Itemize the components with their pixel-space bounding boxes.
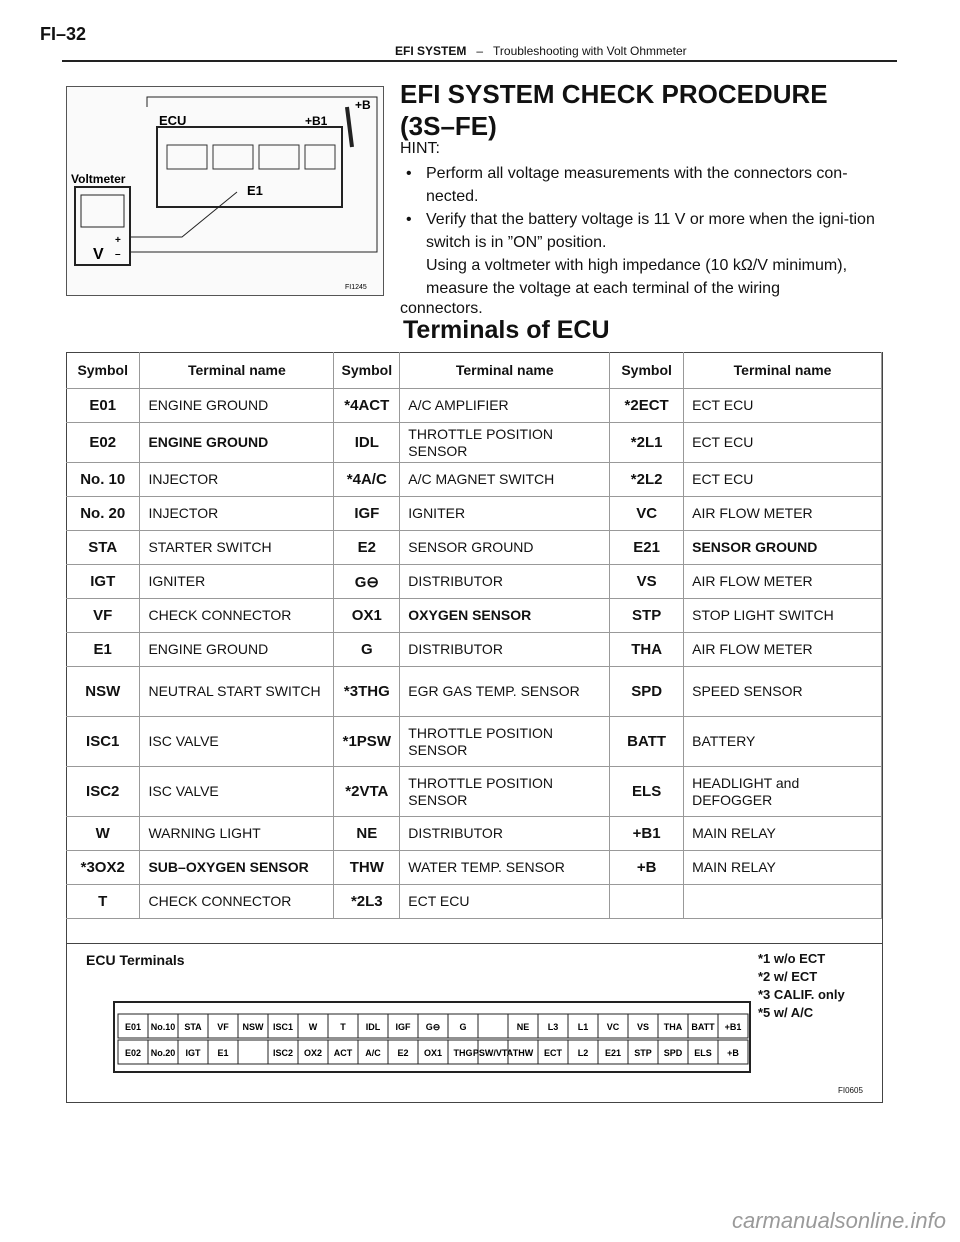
terminal-symbol: +B1	[610, 817, 684, 851]
table-row	[66, 667, 882, 717]
connector-pin-label: SPD	[663, 1048, 683, 1058]
connector-pin-label: T	[340, 1022, 346, 1032]
diagram-drawing	[67, 87, 383, 295]
terminal-name: MAIN RELAY	[684, 851, 882, 885]
connector-pin-label: VF	[217, 1022, 229, 1032]
terminal-symbol: E01	[66, 389, 140, 423]
ecu-terminals-label: ECU Terminals	[86, 952, 185, 968]
connector-pin-label: L1	[577, 1022, 589, 1032]
header-symbol: Symbol	[66, 352, 140, 389]
header-rule	[62, 60, 897, 62]
terminal-symbol: VS	[610, 565, 684, 599]
terminal-name: A/C MAGNET SWITCH	[400, 463, 610, 497]
label-plus-b: +B	[355, 98, 371, 112]
header-section: EFI SYSTEM	[395, 44, 467, 58]
voltmeter-dial	[81, 195, 124, 227]
table-row	[66, 463, 882, 497]
connector-pin	[118, 1040, 148, 1064]
connector-pin	[178, 1014, 208, 1038]
terminal-name: AIR FLOW METER	[684, 633, 882, 667]
terminal-symbol: G	[334, 633, 400, 667]
header-terminal-name: Terminal name	[140, 352, 334, 389]
probe-wire-neg	[130, 192, 237, 237]
terminal-name: EGR GAS TEMP. SENSOR	[400, 667, 610, 717]
connector-pin	[658, 1014, 688, 1038]
connector-pin	[478, 1014, 508, 1038]
terminal-name: THROTTLE POSITION SENSOR	[400, 423, 610, 463]
connector-pin	[628, 1040, 658, 1064]
table-row	[66, 633, 882, 667]
bullet-1-text: Perform all voltage measurements with the connectors con-nected.	[426, 165, 848, 205]
connector-pin-label: VS	[636, 1022, 650, 1032]
bullet-2-text: Verify that the battery voltage is 11 V or more when the igni-tion switch is in ”ON” position.	[426, 211, 875, 251]
terminal-name: IGNITER	[140, 565, 334, 599]
table-row	[66, 565, 882, 599]
label-e1: E1	[247, 183, 263, 198]
connector-pin	[238, 1014, 268, 1038]
terminal-symbol: T	[66, 885, 140, 919]
connector-pin	[268, 1014, 298, 1038]
connector-pin	[268, 1040, 298, 1064]
label-minus-sign: –	[115, 249, 121, 260]
terminal-symbol: G⊖	[334, 565, 400, 599]
connector-pin	[568, 1014, 598, 1038]
terminal-symbol: BATT	[610, 717, 684, 767]
terminal-symbol: *3THG	[334, 667, 400, 717]
terminal-symbol: IDL	[334, 423, 400, 463]
terminal-symbol: +B	[610, 851, 684, 885]
connector-pin	[688, 1040, 718, 1064]
connector-pin	[448, 1014, 478, 1038]
terminal-name: SUB–OXYGEN SENSOR	[140, 851, 334, 885]
terminal-symbol: STP	[610, 599, 684, 633]
terminal-symbol: ISC2	[66, 767, 140, 817]
connector-pin	[388, 1040, 418, 1064]
connector-pin	[418, 1014, 448, 1038]
title-line-2: (3S–FE)	[400, 111, 497, 141]
connector-pin	[568, 1040, 598, 1064]
terminal-name: BATTERY	[684, 717, 882, 767]
connector-pin-label: L2	[577, 1048, 589, 1058]
connector-pin	[208, 1040, 238, 1064]
connector-pin-label: VC	[606, 1022, 620, 1032]
connector-pin	[538, 1014, 568, 1038]
connector-pin-label: IGF	[395, 1022, 411, 1032]
connector-pin	[508, 1014, 538, 1038]
connector-pin-label: No.20	[150, 1048, 176, 1058]
terminal-name: SPEED SENSOR	[684, 667, 882, 717]
terminal-name: OXYGEN SENSOR	[400, 599, 610, 633]
legend-item: *5 w/ A/C	[758, 1005, 814, 1020]
connector-pin-label: BATT	[691, 1022, 715, 1032]
connector-pin-label: ELS	[694, 1048, 712, 1058]
label-v: V	[93, 246, 104, 263]
terminal-symbol: No. 10	[66, 463, 140, 497]
terminal-symbol: *4A/C	[334, 463, 400, 497]
connector-pin-label: STA	[184, 1022, 202, 1032]
table-row	[66, 817, 882, 851]
terminal-name: THROTTLE POSITION SENSOR	[400, 717, 610, 767]
connector-pin-label: A/C	[365, 1048, 381, 1058]
label-ecu: ECU	[159, 113, 187, 128]
connector-pin	[118, 1014, 148, 1038]
table-row	[66, 717, 882, 767]
connector-pin-label: +B1	[724, 1022, 742, 1032]
table-row	[66, 851, 882, 885]
table-row	[66, 885, 882, 919]
terminal-name: CHECK CONNECTOR	[140, 599, 334, 633]
connector-pin-label: ACT	[333, 1048, 353, 1058]
connector-pin	[238, 1040, 268, 1064]
terminal-name: DISTRIBUTOR	[400, 633, 610, 667]
bullet-dot: •	[406, 211, 412, 228]
running-header	[395, 44, 687, 58]
terminal-symbol: NSW	[66, 667, 140, 717]
table-row	[66, 497, 882, 531]
probe-plus-b	[347, 107, 352, 147]
watermark: carmanualsonline.info	[731, 1208, 946, 1233]
terminal-symbol: *2L1	[610, 423, 684, 463]
connector-pin-label: THW	[512, 1048, 534, 1058]
connector-pin	[598, 1014, 628, 1038]
connector-pin-label: PSW/VTA	[472, 1048, 514, 1058]
terminal-symbol: *2VTA	[334, 767, 400, 817]
connector-pin-label: THA	[663, 1022, 683, 1032]
terminal-name: ECT ECU	[684, 389, 882, 423]
header-terminal-name: Terminal name	[400, 352, 610, 389]
connector-pin-label: IDL	[365, 1022, 381, 1032]
connector-pin-label: ECT	[544, 1048, 562, 1058]
legend-item: *2 w/ ECT	[758, 969, 818, 984]
header-symbol: Symbol	[334, 352, 400, 389]
connector-pin-label: NE	[516, 1022, 530, 1032]
label-plus-sign: +	[115, 235, 121, 246]
terminal-name: ECT ECU	[684, 423, 882, 463]
connector-pin	[388, 1014, 418, 1038]
connector-pin	[328, 1040, 358, 1064]
terminal-name: ENGINE GROUND	[140, 423, 334, 463]
terminal-symbol: SPD	[610, 667, 684, 717]
terminal-name: ISC VALVE	[140, 717, 334, 767]
connector-pin	[328, 1014, 358, 1038]
header-subsection: Troubleshooting with Volt Ohmmeter	[493, 44, 687, 58]
terminal-symbol: *1PSW	[334, 717, 400, 767]
terminal-symbol: VC	[610, 497, 684, 531]
terminal-name: CHECK CONNECTOR	[140, 885, 334, 919]
connector-pin-label: STP	[634, 1048, 652, 1058]
terminal-name: WATER TEMP. SENSOR	[400, 851, 610, 885]
terminal-name: INJECTOR	[140, 497, 334, 531]
connector-pin-label: OX1	[423, 1048, 443, 1058]
terminal-symbol: OX1	[334, 599, 400, 633]
connector-pin-label: No.10	[150, 1022, 176, 1032]
connector-pin	[148, 1040, 178, 1064]
connector-pin	[598, 1040, 628, 1064]
connector-pin-label: G⊖	[425, 1022, 441, 1032]
terminals-title: Terminals of ECU	[403, 316, 610, 344]
connector-pin	[628, 1014, 658, 1038]
connector-outline	[114, 1002, 750, 1072]
terminal-symbol: No. 20	[66, 497, 140, 531]
terminal-symbol: IGF	[334, 497, 400, 531]
connector-pin	[658, 1040, 688, 1064]
connector-pin-label: G	[459, 1022, 467, 1032]
legend-item: *3 CALIF. only	[758, 987, 845, 1002]
terminal-symbol: *2L2	[610, 463, 684, 497]
connector-pin-label: E21	[604, 1048, 622, 1058]
terminal-symbol: VF	[66, 599, 140, 633]
terminal-symbol: IGT	[66, 565, 140, 599]
connector-pin	[538, 1040, 568, 1064]
terminal-name: ECT ECU	[684, 463, 882, 497]
terminal-name: MAIN RELAY	[684, 817, 882, 851]
connector-pin-label: W	[308, 1022, 318, 1032]
label-voltmeter: Voltmeter	[71, 172, 126, 186]
ecu-connector-face	[112, 990, 752, 1074]
header-symbol: Symbol	[610, 352, 684, 389]
connector-pin-label: NSW	[242, 1022, 264, 1032]
terminal-name: INJECTOR	[140, 463, 334, 497]
table-row	[66, 767, 882, 817]
terminal-symbol: STA	[66, 531, 140, 565]
terminal-name: A/C AMPLIFIER	[400, 389, 610, 423]
connector-pin-label: +B	[727, 1048, 739, 1058]
terminal-name: AIR FLOW METER	[684, 565, 882, 599]
terminal-name: STARTER SWITCH	[140, 531, 334, 565]
terminal-name: SENSOR GROUND	[400, 531, 610, 565]
table-header-row	[66, 352, 882, 389]
connector-pin	[298, 1040, 328, 1064]
terminal-name: THROTTLE POSITION SENSOR	[400, 767, 610, 817]
connector-pin-label: ISC1	[272, 1022, 294, 1032]
terminal-name: ENGINE GROUND	[140, 389, 334, 423]
connector-pin-label: E1	[217, 1048, 229, 1058]
connector-pin-label: L3	[547, 1022, 559, 1032]
hint-label: HINT:	[400, 140, 440, 157]
terminal-symbol: *2ECT	[610, 389, 684, 423]
connector-pin	[178, 1040, 208, 1064]
label-plus-b1: +B1	[305, 114, 328, 128]
legend-item: *1 w/o ECT	[758, 951, 826, 966]
table-row	[66, 389, 882, 423]
procedure-title	[400, 78, 828, 142]
terminal-name: HEADLIGHT and DEFOGGER	[684, 767, 882, 817]
terminal-symbol: W	[66, 817, 140, 851]
terminal-symbol: *3OX2	[66, 851, 140, 885]
table-row	[66, 531, 882, 565]
diagram-code: FI1245	[345, 284, 367, 291]
connector-pin	[718, 1040, 748, 1064]
terminal-symbol: THA	[610, 633, 684, 667]
voltmeter-instruction: Using a voltmeter with high impedance (10 kΩ/V minimum), measure the voltage at each terminal of the wiring	[426, 257, 848, 297]
connector-pins	[167, 145, 335, 169]
connector-pin-label: E01	[124, 1022, 142, 1032]
terminal-symbol: ELS	[610, 767, 684, 817]
terminal-symbol: ISC1	[66, 717, 140, 767]
terminal-name	[684, 885, 882, 919]
title-line-1: EFI SYSTEM CHECK PROCEDURE	[400, 79, 828, 109]
table-body	[66, 389, 882, 919]
page-number: FI–32	[40, 24, 87, 44]
connector-pin	[688, 1014, 718, 1038]
terminal-symbol: NE	[334, 817, 400, 851]
connector-pin	[508, 1040, 538, 1064]
header-separator: –	[476, 44, 484, 58]
voltmeter-instruction-cont: connectors.	[400, 300, 483, 317]
connector-pin	[298, 1014, 328, 1038]
connector-pin-label: IGT	[185, 1048, 201, 1058]
terminal-name: ECT ECU	[400, 885, 610, 919]
connector-pin	[718, 1014, 748, 1038]
header-terminal-name: Terminal name	[684, 352, 882, 389]
voltmeter-diagram	[66, 86, 384, 296]
terminal-symbol	[610, 885, 684, 919]
terminal-name: NEUTRAL START SWITCH	[140, 667, 334, 717]
terminal-name: DISTRIBUTOR	[400, 565, 610, 599]
terminal-name: AIR FLOW METER	[684, 497, 882, 531]
connector-pin	[358, 1014, 388, 1038]
connector-pin	[418, 1040, 448, 1064]
table-row	[66, 423, 882, 463]
terminal-symbol: E2	[334, 531, 400, 565]
terminal-name: ISC VALVE	[140, 767, 334, 817]
connector-pin-label: E2	[397, 1048, 409, 1058]
terminal-symbol: E02	[66, 423, 140, 463]
ecu-terminal-table	[66, 352, 882, 919]
terminal-name: DISTRIBUTOR	[400, 817, 610, 851]
terminal-name: STOP LIGHT SWITCH	[684, 599, 882, 633]
bullet-dot: •	[406, 165, 412, 182]
terminal-symbol: E21	[610, 531, 684, 565]
connector-pin	[358, 1040, 388, 1064]
terminal-name: SENSOR GROUND	[684, 531, 882, 565]
connector-pin	[148, 1014, 178, 1038]
connector-pin-label: THG	[453, 1048, 473, 1058]
connector-pin	[208, 1014, 238, 1038]
terminal-name: ENGINE GROUND	[140, 633, 334, 667]
terminal-symbol: *2L3	[334, 885, 400, 919]
terminal-symbol: *4ACT	[334, 389, 400, 423]
terminal-symbol: E1	[66, 633, 140, 667]
figure-code: FI0605	[838, 1086, 863, 1095]
terminal-symbol: THW	[334, 851, 400, 885]
table-row	[66, 599, 882, 633]
connector-pin-label: ISC2	[272, 1048, 294, 1058]
terminal-name: IGNITER	[400, 497, 610, 531]
footnote-legend	[758, 950, 845, 1022]
connector-pin-label: E02	[124, 1048, 142, 1058]
connector-pin-label: OX2	[303, 1048, 323, 1058]
terminal-name: WARNING LIGHT	[140, 817, 334, 851]
